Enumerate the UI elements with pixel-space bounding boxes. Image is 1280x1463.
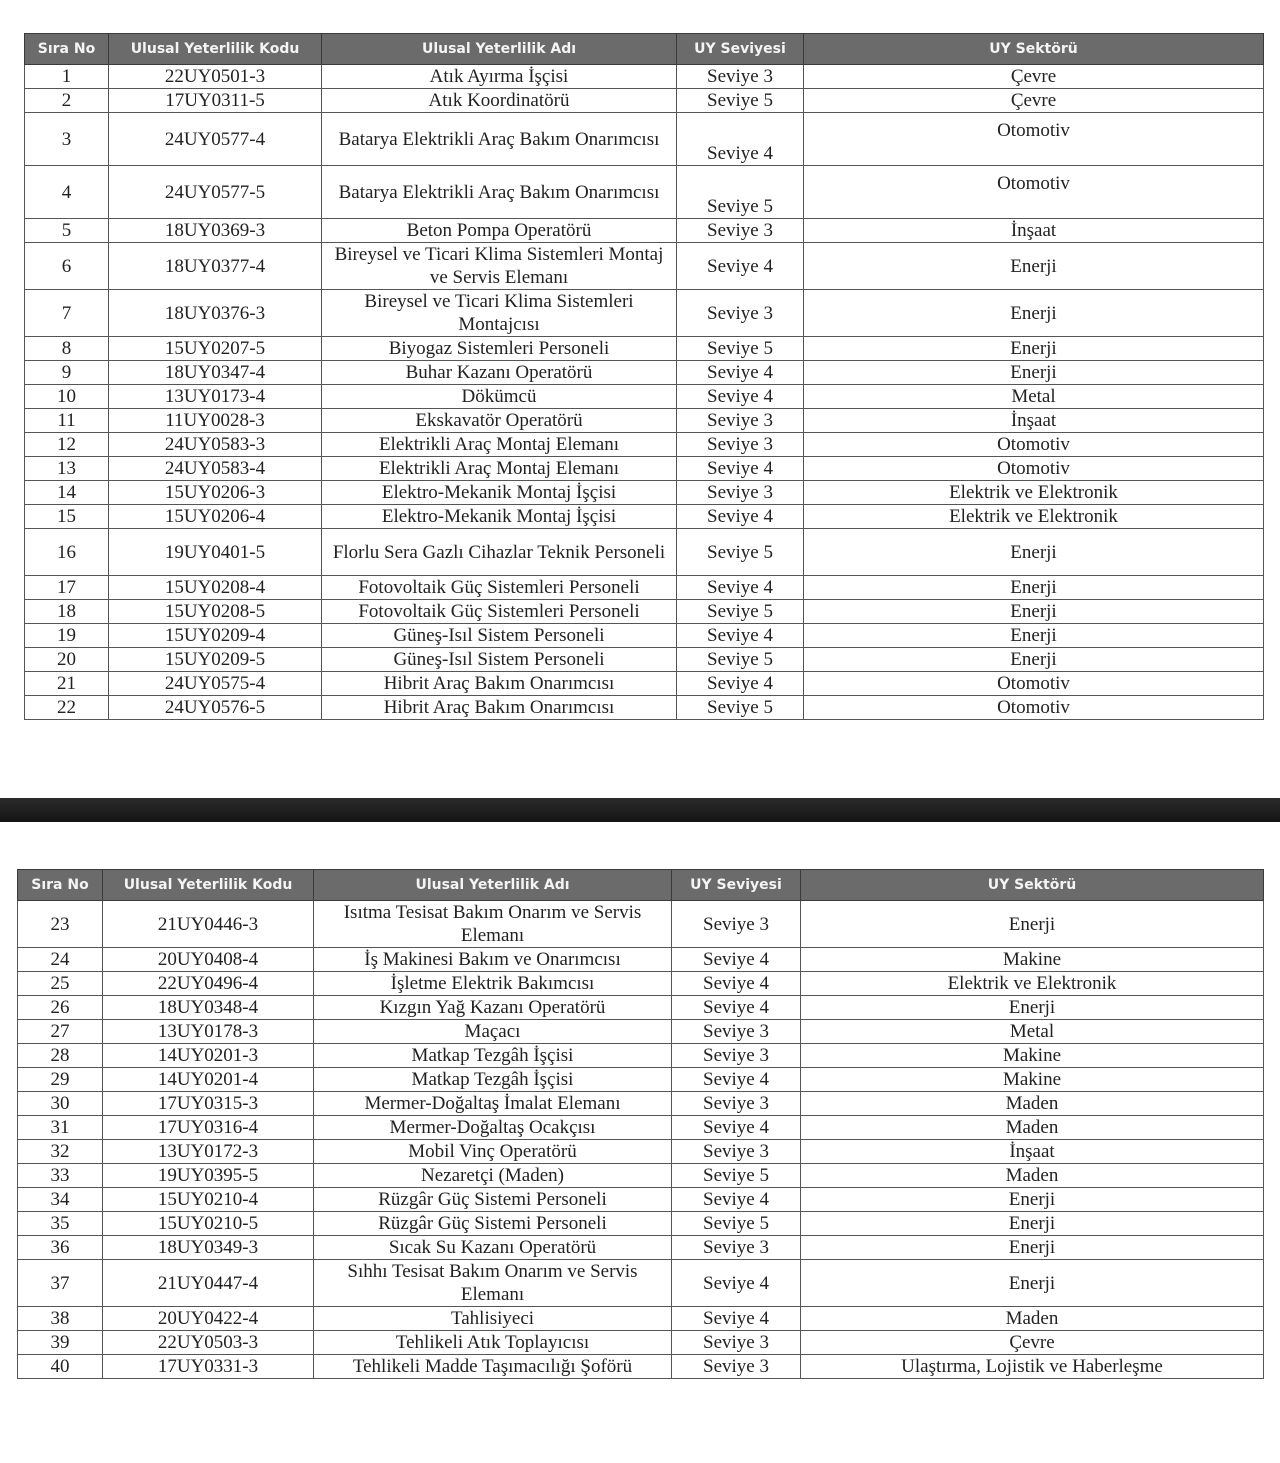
column-header-sira-no: Sıra No xyxy=(25,34,109,65)
sira-no-cell: 39 xyxy=(18,1331,103,1355)
sira-no-cell: 15 xyxy=(25,505,109,529)
qualification-code-cell: 14UY0201-3 xyxy=(103,1044,314,1068)
level-cell: Seviye 5 xyxy=(677,166,804,219)
qualification-code-cell: 14UY0201-4 xyxy=(103,1068,314,1092)
level-cell: Seviye 4 xyxy=(672,948,801,972)
table-row xyxy=(18,1140,1264,1164)
table-row xyxy=(25,361,1264,385)
sira-no-cell: 19 xyxy=(25,624,109,648)
sira-no-cell: 5 xyxy=(25,219,109,243)
table-row xyxy=(18,1164,1264,1188)
table-row xyxy=(25,529,1264,576)
qualification-code-cell: 24UY0576-5 xyxy=(109,696,322,720)
sector-cell: Elektrik ve Elektronik xyxy=(804,505,1264,529)
qualification-name-cell: Elektrikli Araç Montaj Elemanı xyxy=(322,457,677,481)
sector-cell: Enerji xyxy=(804,600,1264,624)
qualification-code-cell: 20UY0422-4 xyxy=(103,1307,314,1331)
sector-cell: Enerji xyxy=(804,337,1264,361)
table-row xyxy=(18,1116,1264,1140)
level-cell: Seviye 4 xyxy=(672,1116,801,1140)
qualification-code-cell: 22UY0501-3 xyxy=(109,65,322,89)
table-row xyxy=(18,1260,1264,1307)
qualification-name-cell: Güneş-Isıl Sistem Personeli xyxy=(322,648,677,672)
sira-no-cell: 11 xyxy=(25,409,109,433)
sector-cell: Enerji xyxy=(804,529,1264,576)
sector-cell: Otomotiv xyxy=(804,433,1264,457)
qualification-name-cell: Tahlisiyeci xyxy=(314,1307,672,1331)
qualification-code-cell: 20UY0408-4 xyxy=(103,948,314,972)
sira-no-cell: 1 xyxy=(25,65,109,89)
qualification-code-cell: 18UY0377-4 xyxy=(109,243,322,290)
qualification-code-cell: 15UY0210-4 xyxy=(103,1188,314,1212)
sector-cell: Enerji xyxy=(804,361,1264,385)
sira-no-cell: 26 xyxy=(18,996,103,1020)
sector-cell: Enerji xyxy=(804,290,1264,337)
column-header-sektor: UY Sektörü xyxy=(801,870,1264,901)
sector-cell: Çevre xyxy=(804,89,1264,113)
level-cell: Seviye 4 xyxy=(672,1260,801,1307)
sector-cell: Elektrik ve Elektronik xyxy=(804,481,1264,505)
table-row xyxy=(18,1212,1264,1236)
qualification-name-cell: Mermer-Doğaltaş Ocakçısı xyxy=(314,1116,672,1140)
sector-cell: Maden xyxy=(801,1092,1264,1116)
table-row xyxy=(18,1020,1264,1044)
qualification-name-cell: Rüzgâr Güç Sistemi Personeli xyxy=(314,1188,672,1212)
qualification-name-cell: Fotovoltaik Güç Sistemleri Personeli xyxy=(322,576,677,600)
sira-no-cell: 20 xyxy=(25,648,109,672)
sector-cell: Otomotiv xyxy=(804,457,1264,481)
sector-cell: Enerji xyxy=(801,1236,1264,1260)
qualification-name-cell: Hibrit Araç Bakım Onarımcısı xyxy=(322,696,677,720)
qualification-name-cell: Elektro-Mekanik Montaj İşçisi xyxy=(322,481,677,505)
sector-cell: Enerji xyxy=(801,1188,1264,1212)
qualification-name-cell: Buhar Kazanı Operatörü xyxy=(322,361,677,385)
level-cell: Seviye 4 xyxy=(677,361,804,385)
table-row xyxy=(25,337,1264,361)
sira-no-cell: 36 xyxy=(18,1236,103,1260)
qualification-code-cell: 17UY0311-5 xyxy=(109,89,322,113)
qualification-code-cell: 24UY0577-4 xyxy=(109,113,322,166)
level-cell: Seviye 3 xyxy=(672,1020,801,1044)
sector-cell: Maden xyxy=(801,1307,1264,1331)
column-header-ad: Ulusal Yeterlilik Adı xyxy=(314,870,672,901)
qualification-code-cell: 24UY0577-5 xyxy=(109,166,322,219)
qualification-name-cell: Mobil Vinç Operatörü xyxy=(314,1140,672,1164)
table-row xyxy=(25,600,1264,624)
sector-cell: Enerji xyxy=(801,996,1264,1020)
qualification-name-cell: Kızgın Yağ Kazanı Operatörü xyxy=(314,996,672,1020)
level-cell: Seviye 3 xyxy=(672,901,801,948)
level-cell: Seviye 5 xyxy=(672,1212,801,1236)
level-cell: Seviye 5 xyxy=(672,1164,801,1188)
table-row xyxy=(18,1236,1264,1260)
table-row xyxy=(25,89,1264,113)
sector-cell: Maden xyxy=(801,1116,1264,1140)
sira-no-cell: 25 xyxy=(18,972,103,996)
sector-cell: Enerji xyxy=(804,648,1264,672)
qualification-code-cell: 18UY0347-4 xyxy=(109,361,322,385)
qualification-code-cell: 21UY0447-4 xyxy=(103,1260,314,1307)
qualification-name-cell: Sıcak Su Kazanı Operatörü xyxy=(314,1236,672,1260)
level-cell: Seviye 5 xyxy=(677,337,804,361)
table-row xyxy=(25,219,1264,243)
sector-cell: Enerji xyxy=(804,243,1264,290)
sira-no-cell: 16 xyxy=(25,529,109,576)
sira-no-cell: 27 xyxy=(18,1020,103,1044)
sira-no-cell: 31 xyxy=(18,1116,103,1140)
sector-cell: Makine xyxy=(801,1044,1264,1068)
qualification-name-cell: Hibrit Araç Bakım Onarımcısı xyxy=(322,672,677,696)
qualification-code-cell: 21UY0446-3 xyxy=(103,901,314,948)
qualification-name-cell: Elektro-Mekanik Montaj İşçisi xyxy=(322,505,677,529)
table-row xyxy=(25,113,1264,166)
sira-no-cell: 14 xyxy=(25,481,109,505)
qualification-code-cell: 24UY0583-3 xyxy=(109,433,322,457)
qualification-code-cell: 13UY0173-4 xyxy=(109,385,322,409)
qualification-code-cell: 15UY0209-5 xyxy=(109,648,322,672)
level-cell: Seviye 4 xyxy=(677,505,804,529)
level-cell: Seviye 4 xyxy=(672,1068,801,1092)
qualification-name-cell: Batarya Elektrikli Araç Bakım Onarımcısı xyxy=(322,113,677,166)
level-cell: Seviye 3 xyxy=(677,219,804,243)
sector-cell: Metal xyxy=(804,385,1264,409)
table-row xyxy=(18,948,1264,972)
sira-no-cell: 6 xyxy=(25,243,109,290)
table-row xyxy=(25,433,1264,457)
sector-cell: Otomotiv xyxy=(804,696,1264,720)
qualification-name-cell: Fotovoltaik Güç Sistemleri Personeli xyxy=(322,600,677,624)
table-row xyxy=(25,409,1264,433)
table-row xyxy=(25,457,1264,481)
qualification-code-cell: 18UY0349-3 xyxy=(103,1236,314,1260)
table-row xyxy=(25,505,1264,529)
qualification-code-cell: 15UY0210-5 xyxy=(103,1212,314,1236)
table-row xyxy=(18,1355,1264,1379)
level-cell: Seviye 4 xyxy=(672,996,801,1020)
qualification-name-cell: Güneş-Isıl Sistem Personeli xyxy=(322,624,677,648)
sector-cell: Enerji xyxy=(801,1260,1264,1307)
sira-no-cell: 21 xyxy=(25,672,109,696)
qualification-code-cell: 15UY0207-5 xyxy=(109,337,322,361)
page-top-margin xyxy=(0,0,1280,30)
sira-no-cell: 23 xyxy=(18,901,103,948)
qualification-code-cell: 18UY0369-3 xyxy=(109,219,322,243)
sira-no-cell: 13 xyxy=(25,457,109,481)
qualification-name-cell: Rüzgâr Güç Sistemi Personeli xyxy=(314,1212,672,1236)
sector-cell: Maden xyxy=(801,1164,1264,1188)
sira-no-cell: 37 xyxy=(18,1260,103,1307)
sira-no-cell: 7 xyxy=(25,290,109,337)
sector-cell: Elektrik ve Elektronik xyxy=(801,972,1264,996)
level-cell: Seviye 3 xyxy=(672,1092,801,1116)
level-cell: Seviye 5 xyxy=(677,648,804,672)
qualification-code-cell: 17UY0315-3 xyxy=(103,1092,314,1116)
sector-cell: Ulaştırma, Lojistik ve Haberleşme xyxy=(801,1355,1264,1379)
level-cell: Seviye 3 xyxy=(672,1140,801,1164)
qualification-name-cell: Tehlikeli Atık Toplayıcısı xyxy=(314,1331,672,1355)
sector-cell: Otomotiv xyxy=(804,113,1264,166)
qualification-name-cell: İş Makinesi Bakım ve Onarımcısı xyxy=(314,948,672,972)
table-row xyxy=(25,290,1264,337)
level-cell: Seviye 3 xyxy=(672,1355,801,1379)
table-body xyxy=(25,65,1264,720)
column-header-kod: Ulusal Yeterlilik Kodu xyxy=(109,34,322,65)
qualification-name-cell: Bireysel ve Ticari Klima Sistemleri Montajcısı xyxy=(322,290,677,337)
level-cell: Seviye 4 xyxy=(677,672,804,696)
sira-no-cell: 35 xyxy=(18,1212,103,1236)
sector-cell: Enerji xyxy=(804,576,1264,600)
level-cell: Seviye 3 xyxy=(677,65,804,89)
qualification-name-cell: Beton Pompa Operatörü xyxy=(322,219,677,243)
table-row xyxy=(18,1044,1264,1068)
sira-no-cell: 29 xyxy=(18,1068,103,1092)
sira-no-cell: 22 xyxy=(25,696,109,720)
sira-no-cell: 4 xyxy=(25,166,109,219)
sira-no-cell: 38 xyxy=(18,1307,103,1331)
qualification-code-cell: 15UY0209-4 xyxy=(109,624,322,648)
sector-cell: İnşaat xyxy=(804,409,1264,433)
column-header-kod: Ulusal Yeterlilik Kodu xyxy=(103,870,314,901)
qualification-name-cell: İşletme Elektrik Bakımcısı xyxy=(314,972,672,996)
qualification-name-cell: Atık Ayırma İşçisi xyxy=(322,65,677,89)
level-cell: Seviye 3 xyxy=(672,1331,801,1355)
table-row xyxy=(25,648,1264,672)
sector-cell: Otomotiv xyxy=(804,672,1264,696)
qualification-name-cell: Mermer-Doğaltaş İmalat Elemanı xyxy=(314,1092,672,1116)
qualification-name-cell: Matkap Tezgâh İşçisi xyxy=(314,1068,672,1092)
sector-cell: Enerji xyxy=(801,1212,1264,1236)
column-header-seviye: UY Seviyesi xyxy=(677,34,804,65)
qualification-code-cell: 15UY0206-3 xyxy=(109,481,322,505)
sector-cell: Makine xyxy=(801,948,1264,972)
level-cell: Seviye 5 xyxy=(677,696,804,720)
qualification-code-cell: 24UY0575-4 xyxy=(109,672,322,696)
sector-cell: Makine xyxy=(801,1068,1264,1092)
table-row xyxy=(18,1307,1264,1331)
level-cell: Seviye 3 xyxy=(677,409,804,433)
qualification-code-cell: 15UY0206-4 xyxy=(109,505,322,529)
sira-no-cell: 9 xyxy=(25,361,109,385)
table-row xyxy=(25,576,1264,600)
sector-cell: Metal xyxy=(801,1020,1264,1044)
sira-no-cell: 18 xyxy=(25,600,109,624)
sira-no-cell: 2 xyxy=(25,89,109,113)
sector-cell: Çevre xyxy=(804,65,1264,89)
qualification-name-cell: Sıhhı Tesisat Bakım Onarım ve Servis Elemanı xyxy=(314,1260,672,1307)
qualification-name-cell: Dökümcü xyxy=(322,385,677,409)
qualification-name-cell: Atık Koordinatörü xyxy=(322,89,677,113)
level-cell: Seviye 3 xyxy=(672,1044,801,1068)
qualification-code-cell: 24UY0583-4 xyxy=(109,457,322,481)
qualification-code-cell: 17UY0331-3 xyxy=(103,1355,314,1379)
level-cell: Seviye 4 xyxy=(677,457,804,481)
sira-no-cell: 17 xyxy=(25,576,109,600)
qualification-name-cell: Nezaretçi (Maden) xyxy=(314,1164,672,1188)
sira-no-cell: 3 xyxy=(25,113,109,166)
qualification-code-cell: 22UY0503-3 xyxy=(103,1331,314,1355)
table-row xyxy=(18,1092,1264,1116)
level-cell: Seviye 4 xyxy=(672,1188,801,1212)
qualification-name-cell: Matkap Tezgâh İşçisi xyxy=(314,1044,672,1068)
table-row xyxy=(18,901,1264,948)
table-header-row xyxy=(18,870,1264,901)
image-separator-bar xyxy=(0,798,1280,822)
level-cell: Seviye 5 xyxy=(677,529,804,576)
sira-no-cell: 10 xyxy=(25,385,109,409)
qualification-name-cell: Batarya Elektrikli Araç Bakım Onarımcısı xyxy=(322,166,677,219)
column-header-sira-no: Sıra No xyxy=(18,870,103,901)
table-row xyxy=(18,996,1264,1020)
table-body xyxy=(18,901,1264,1379)
qualification-name-cell: Bireysel ve Ticari Klima Sistemleri Montaj ve Servis Elemanı xyxy=(322,243,677,290)
table-row xyxy=(25,243,1264,290)
table-row xyxy=(25,65,1264,89)
table-row xyxy=(18,1188,1264,1212)
qualification-name-cell: Tehlikeli Madde Taşımacılığı Şoförü xyxy=(314,1355,672,1379)
sector-cell: İnşaat xyxy=(804,219,1264,243)
level-cell: Seviye 4 xyxy=(677,624,804,648)
sira-no-cell: 28 xyxy=(18,1044,103,1068)
table-row xyxy=(18,972,1264,996)
sira-no-cell: 12 xyxy=(25,433,109,457)
table-row xyxy=(25,481,1264,505)
qualification-name-cell: Isıtma Tesisat Bakım Onarım ve Servis Elemanı xyxy=(314,901,672,948)
level-cell: Seviye 5 xyxy=(677,600,804,624)
level-cell: Seviye 3 xyxy=(677,290,804,337)
qualification-code-cell: 22UY0496-4 xyxy=(103,972,314,996)
qualification-code-cell: 15UY0208-4 xyxy=(109,576,322,600)
level-cell: Seviye 4 xyxy=(677,243,804,290)
level-cell: Seviye 4 xyxy=(677,113,804,166)
qualification-name-cell: Florlu Sera Gazlı Cihazlar Teknik Personeli xyxy=(322,529,677,576)
level-cell: Seviye 4 xyxy=(672,1307,801,1331)
sira-no-cell: 30 xyxy=(18,1092,103,1116)
sira-no-cell: 33 xyxy=(18,1164,103,1188)
sector-cell: İnşaat xyxy=(801,1140,1264,1164)
qualification-code-cell: 13UY0178-3 xyxy=(103,1020,314,1044)
level-cell: Seviye 4 xyxy=(672,972,801,996)
table-row xyxy=(25,385,1264,409)
qualification-code-cell: 11UY0028-3 xyxy=(109,409,322,433)
level-cell: Seviye 4 xyxy=(677,576,804,600)
qualification-code-cell: 19UY0395-5 xyxy=(103,1164,314,1188)
table-header-row xyxy=(25,34,1264,65)
level-cell: Seviye 3 xyxy=(677,481,804,505)
qualification-name-cell: Ekskavatör Operatörü xyxy=(322,409,677,433)
sector-cell: Otomotiv xyxy=(804,166,1264,219)
qualification-code-cell: 13UY0172-3 xyxy=(103,1140,314,1164)
column-header-sektor: UY Sektörü xyxy=(804,34,1264,65)
column-header-ad: Ulusal Yeterlilik Adı xyxy=(322,34,677,65)
sira-no-cell: 40 xyxy=(18,1355,103,1379)
column-header-seviye: UY Seviyesi xyxy=(672,870,801,901)
sector-cell: Çevre xyxy=(801,1331,1264,1355)
qualification-code-cell: 19UY0401-5 xyxy=(109,529,322,576)
qualification-code-cell: 18UY0376-3 xyxy=(109,290,322,337)
level-cell: Seviye 3 xyxy=(672,1236,801,1260)
table-row xyxy=(25,696,1264,720)
table-row xyxy=(25,166,1264,219)
table-row xyxy=(18,1331,1264,1355)
sector-cell: Enerji xyxy=(801,901,1264,948)
qualification-code-cell: 18UY0348-4 xyxy=(103,996,314,1020)
sira-no-cell: 34 xyxy=(18,1188,103,1212)
qualifications-table-part-2 xyxy=(17,869,1264,1379)
sira-no-cell: 8 xyxy=(25,337,109,361)
table-row xyxy=(25,624,1264,648)
table-row xyxy=(18,1068,1264,1092)
qualification-name-cell: Elektrikli Araç Montaj Elemanı xyxy=(322,433,677,457)
qualification-code-cell: 17UY0316-4 xyxy=(103,1116,314,1140)
sira-no-cell: 24 xyxy=(18,948,103,972)
level-cell: Seviye 3 xyxy=(677,433,804,457)
level-cell: Seviye 4 xyxy=(677,385,804,409)
sector-cell: Enerji xyxy=(804,624,1264,648)
qualification-name-cell: Maçacı xyxy=(314,1020,672,1044)
level-cell: Seviye 5 xyxy=(677,89,804,113)
qualification-name-cell: Biyogaz Sistemleri Personeli xyxy=(322,337,677,361)
sira-no-cell: 32 xyxy=(18,1140,103,1164)
qualification-code-cell: 15UY0208-5 xyxy=(109,600,322,624)
qualifications-table-part-1 xyxy=(24,33,1264,720)
table-row xyxy=(25,672,1264,696)
